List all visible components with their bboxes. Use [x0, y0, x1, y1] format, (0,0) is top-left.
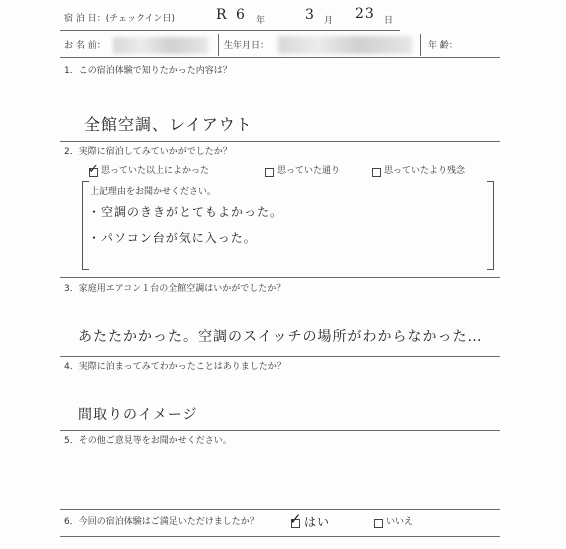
stay-date-era: R	[216, 7, 228, 23]
q2-question: 2．実際に宿泊してみていかがでしたか？	[64, 147, 232, 157]
birthday-divider	[420, 34, 421, 56]
stay-date-year-label: 年	[256, 16, 266, 26]
q1-answer: 全館空調、レイアウト	[84, 115, 253, 134]
q6-question: 6．今回の宿泊体験はご満足いただけましたか？	[64, 517, 259, 527]
stay-date-month: 3	[305, 7, 315, 23]
age-label: 年 齢：	[428, 41, 458, 51]
q4-bottom-line	[60, 430, 500, 431]
q2-bottom-line	[60, 277, 500, 278]
stay-date-underline	[60, 30, 400, 31]
name-divider	[218, 34, 219, 56]
q6-option-yes-check-icon: ✓	[289, 510, 302, 528]
q3-answer: あたたかかった。空調のスイッチの場所がわからなかった…	[78, 329, 483, 345]
name-label: お 名 前：	[64, 41, 106, 51]
q2-option-1-check-icon: ✓	[88, 162, 99, 177]
name-redacted	[113, 37, 208, 54]
stay-date-day-label: 日	[384, 16, 394, 26]
stay-date-year: 6	[236, 7, 246, 23]
q2-reason-bracket-left	[82, 181, 89, 270]
q6-option-no-checkbox[interactable]	[374, 519, 383, 528]
q2-option-3-label: 思っていたより残念	[384, 166, 466, 176]
stay-date-day: 23	[355, 6, 375, 22]
q3-bottom-line	[60, 356, 500, 357]
q6-option-no-label: いいえ	[386, 517, 414, 527]
q6-bottom-line	[60, 536, 500, 537]
q1-question: 1．この宿泊体験で知りたかった内容は？	[64, 66, 232, 76]
q2-option-2-checkbox[interactable]	[265, 168, 274, 177]
birthday-redacted	[278, 36, 412, 54]
q2-reason-label: 上記理由をお聞かせください。	[90, 187, 217, 197]
q3-question: 3．家庭用エアコン１台の全館空調はいかがでしたか？	[64, 284, 286, 294]
q2-option-3-checkbox[interactable]	[372, 168, 381, 177]
q2-reason-bracket-right	[487, 181, 494, 270]
q2-option-2-label: 思っていた通り	[277, 166, 341, 176]
q4-question: 4．実際に泊まってみてわかったことはありましたか？	[64, 362, 286, 372]
header-bottom-line	[60, 57, 500, 58]
q2-reason-line-2: ・パソコン台が気に入った。	[88, 231, 257, 245]
stay-date-label: 宿 泊 日：(チェックイン日)	[64, 14, 176, 24]
q6-option-yes-label: はい	[304, 515, 331, 529]
q5-question: 5．その他ご意見等をお聞かせください。	[64, 436, 232, 446]
birthday-label: 生年月日：	[224, 41, 270, 51]
q2-reason-line-1: ・空調のききがとてもよかった。	[88, 205, 284, 219]
q4-answer: 間取りのイメージ	[78, 407, 198, 423]
q1-bottom-line	[60, 141, 500, 142]
q2-option-1-label: 思っていた以上によかった	[101, 166, 210, 176]
q5-bottom-line	[60, 509, 500, 510]
stay-date-month-label: 月	[324, 16, 334, 26]
